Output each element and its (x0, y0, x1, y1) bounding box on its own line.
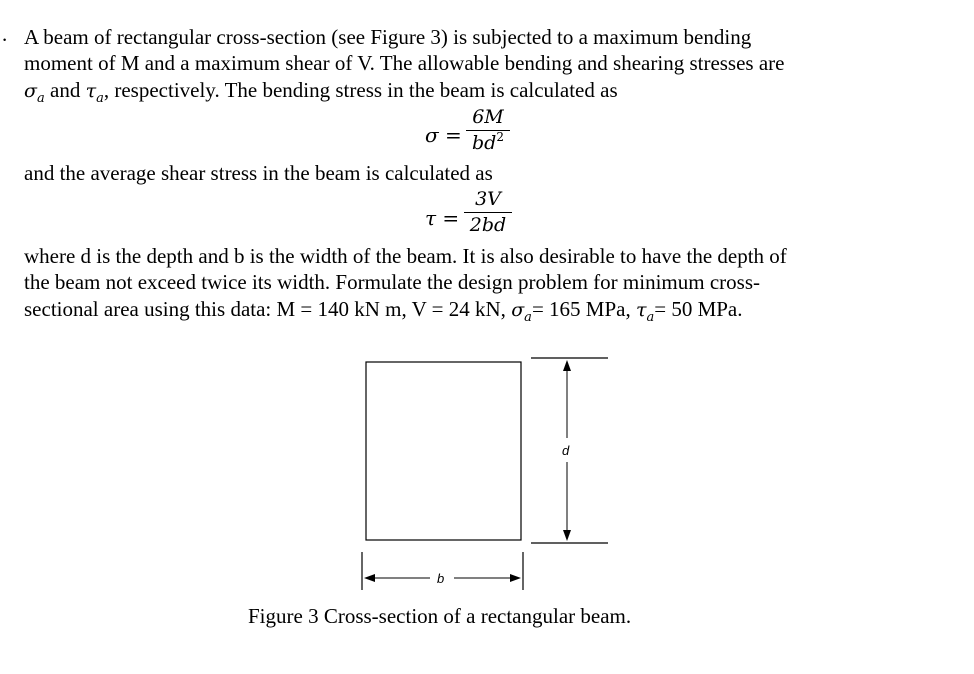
problem-line-5: where d is the depth and b is the width of the beam. It is also desirable to have the depth of (24, 244, 787, 268)
tau-symbol: τ (635, 299, 647, 321)
width-label: b (437, 571, 445, 586)
depth-arrowhead-top (563, 360, 571, 371)
equation-1-den-text: bd (472, 132, 497, 154)
line-7-part-a: sectional area using this data: M = 140 kN m, V = 24 kN, (24, 297, 512, 321)
equation-2-lhs: τ = (425, 206, 460, 230)
depth-arrowhead-bottom (563, 530, 571, 541)
equation-2-denominator: 2bd (469, 214, 507, 236)
sigma-symbol: σ (511, 299, 525, 321)
tau-symbol: τ (85, 80, 97, 102)
sigma-subscript: a (36, 91, 45, 106)
equation-2-numerator: 3V (475, 188, 501, 210)
equation-1-numerator: 6M (472, 106, 504, 128)
tau-subscript: a (96, 91, 104, 106)
problem-line-1: A beam of rectangular cross-section (see Figure 3) is subjected to a maximum bending (24, 25, 752, 49)
beam-rectangle (366, 362, 521, 540)
equation-1-lhs: σ = (425, 123, 462, 147)
problem-line-2: moment of M and a maximum shear of V. The allowable bending and shearing stresses are (24, 51, 785, 75)
tau-subscript: a (646, 310, 655, 325)
list-bullet: . (2, 22, 8, 46)
line-3-rest: , respectively. The bending stress in the beam is calculated as (103, 78, 618, 102)
line-7-part-b: = 165 MPa, (531, 297, 636, 321)
equation-1-exponent: 2 (496, 130, 504, 144)
sigma-subscript: a (524, 310, 532, 325)
depth-label: d (562, 443, 570, 458)
width-arrowhead-right (510, 574, 521, 582)
sigma-symbol: σ (24, 80, 37, 102)
width-arrowhead-left (364, 574, 375, 582)
line-7-part-c: = 50 MPa. (654, 297, 743, 321)
and-text: and (44, 78, 86, 102)
problem-line-6: the beam not exceed twice its width. Formulate the design problem for minimum cross- (24, 270, 760, 294)
figure-caption: Figure 3 Cross-section of a rectangular beam. (248, 604, 632, 628)
problem-line-4: and the average shear stress in the beam is calculated as (24, 161, 493, 185)
